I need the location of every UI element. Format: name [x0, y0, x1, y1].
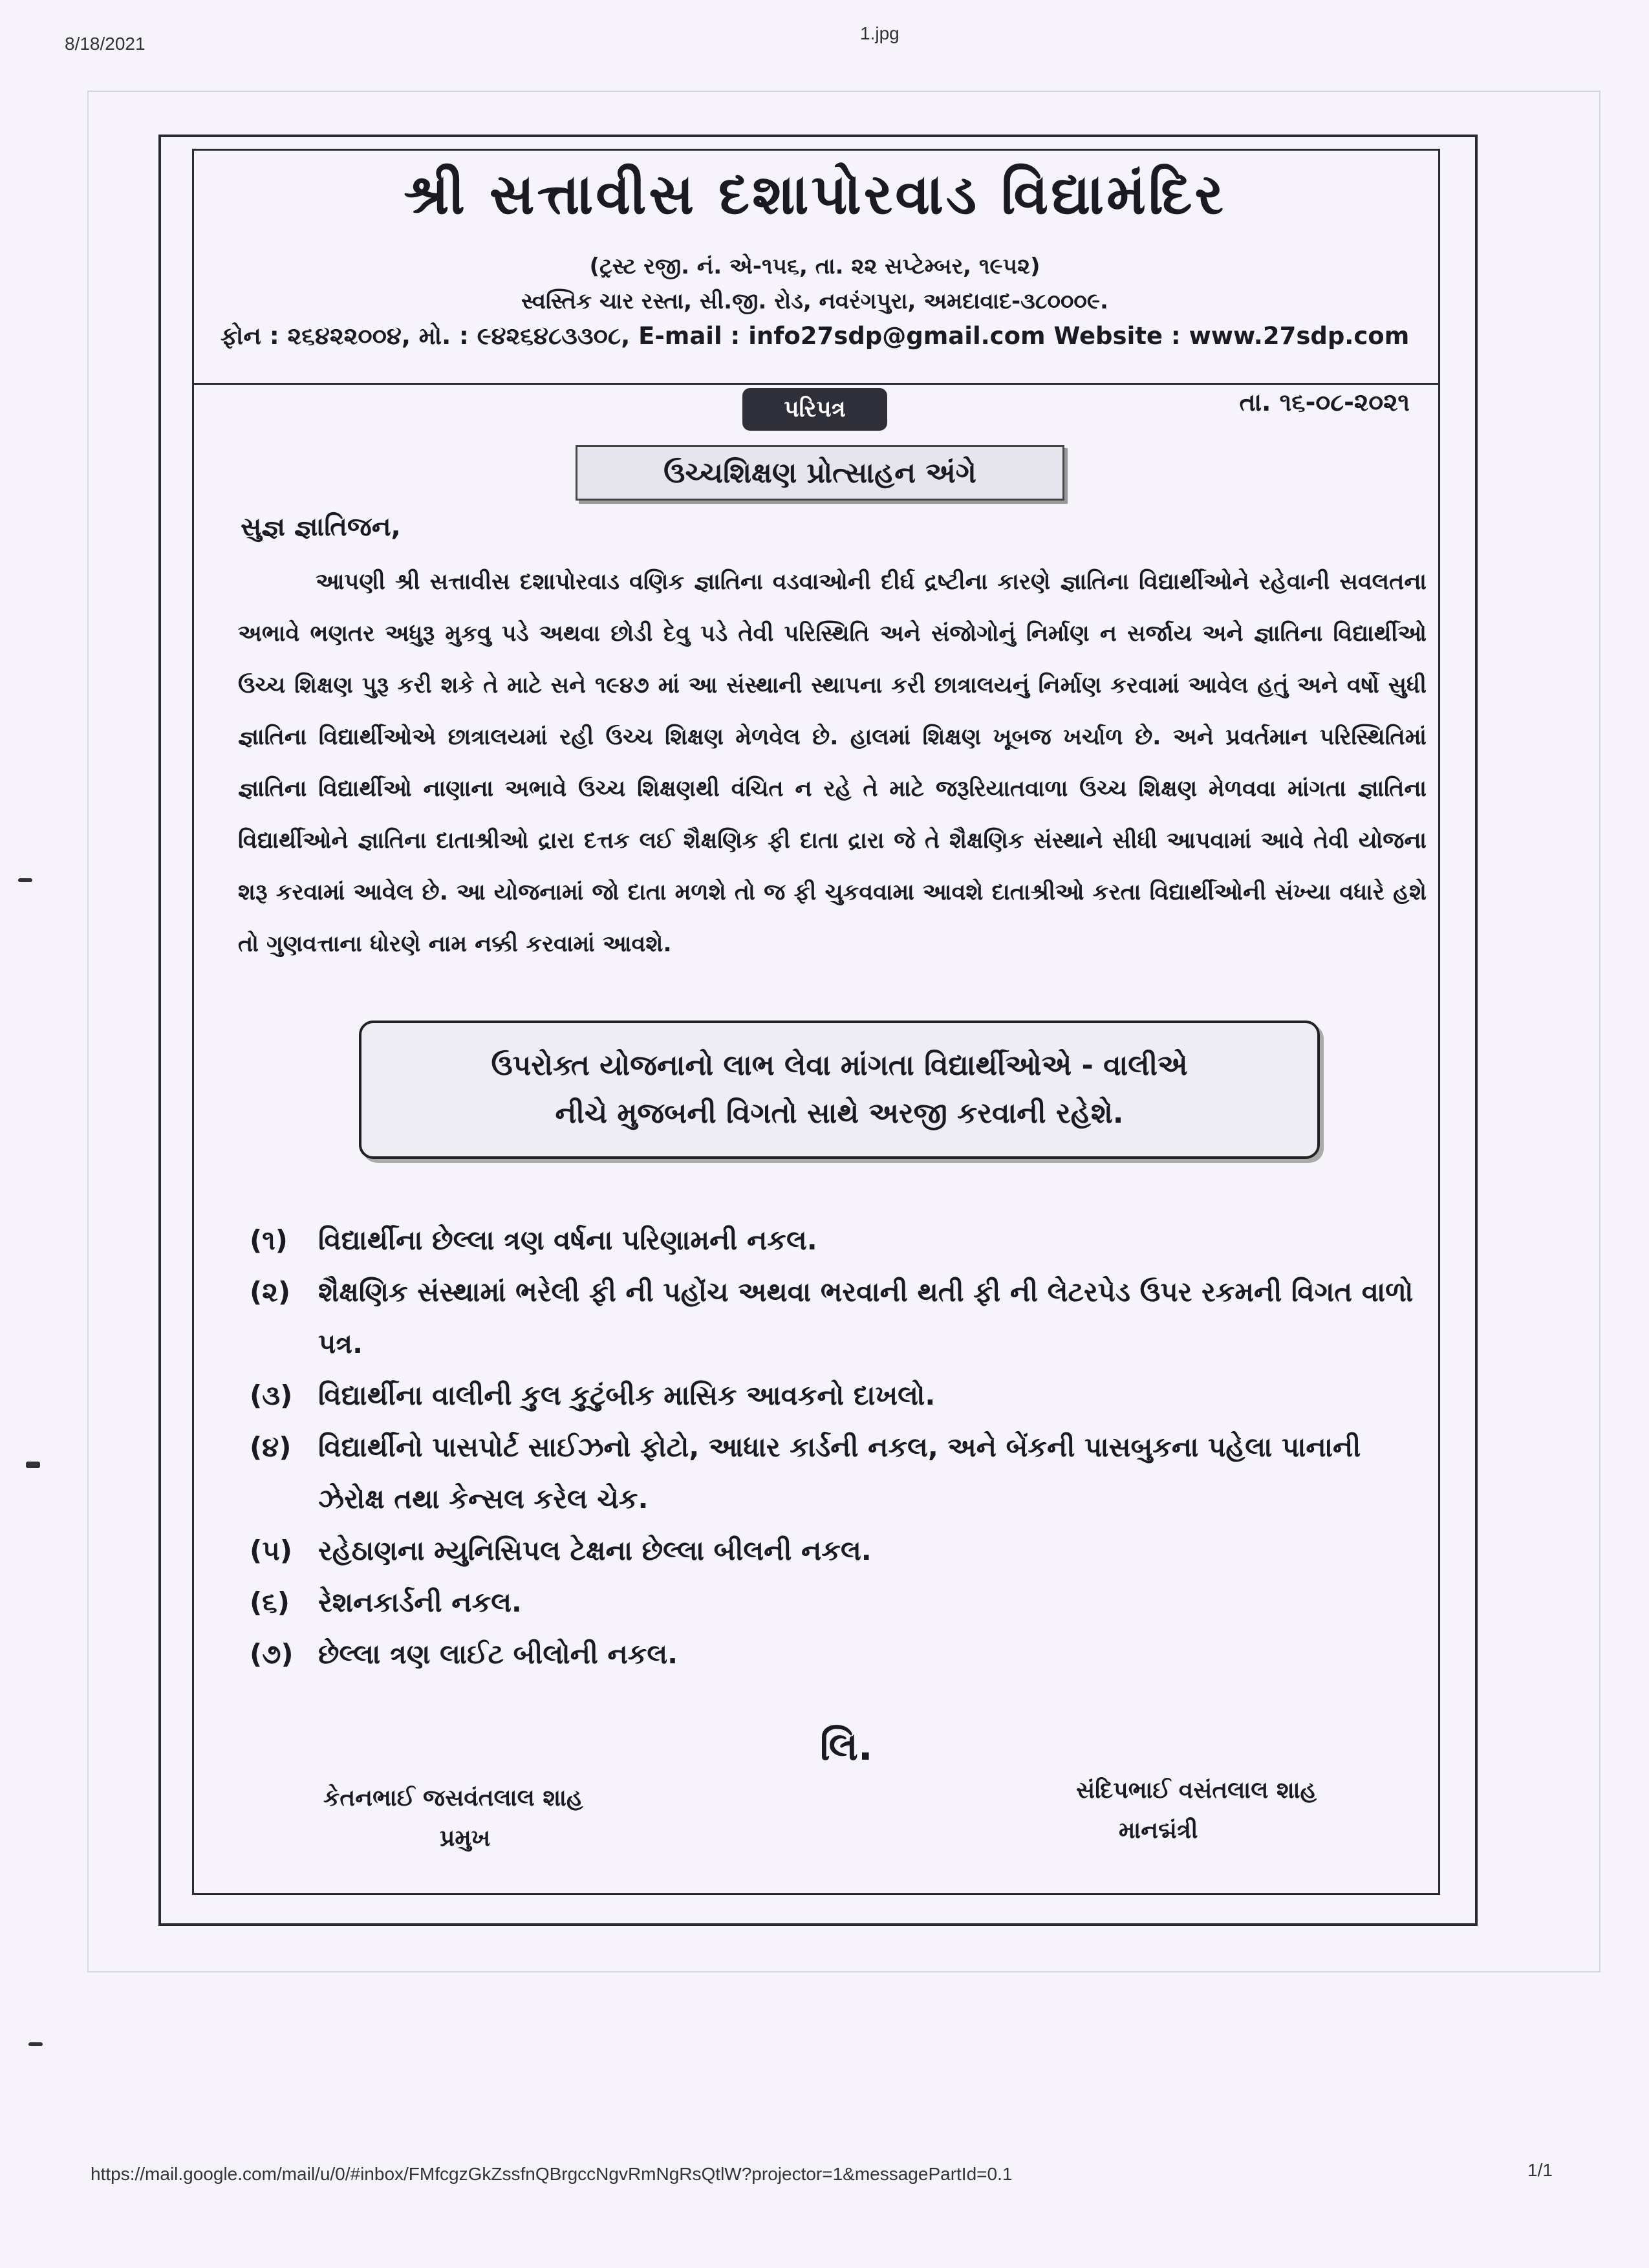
- list-item-text: છેલ્લા ત્રણ લાઈટ બીલોની નકલ.: [318, 1638, 678, 1670]
- margin-mark: [26, 1462, 40, 1468]
- margin-mark: [18, 878, 32, 882]
- contact-info: ફોન : ૨૬૪૨૨૦૦૪, મો. : ૯૪૨૬૪૮૩૩૦૮, E-mail : info27sdp@gmail.com Website : www.27sdp.com: [220, 322, 1410, 350]
- list-item-number: (૩): [250, 1379, 293, 1411]
- list-item-number: (૪): [250, 1431, 292, 1463]
- header-divider: [194, 383, 1439, 385]
- list-item-text: શૈક્ષણિક સંસ્થામાં ભરેલી ફી ની પહોંચ અથવા ભરવાની થતી ફી ની લેટરપેડ ઉપર રકમની વિગત વાળો પત્ર.: [318, 1276, 1414, 1359]
- circular-badge: પરિપત્ર: [742, 388, 887, 431]
- list-item-text: વિદ્યાર્થીના વાલીની કુલ કુટુંબીક માસિક આવકનો દાખલો.: [318, 1379, 936, 1411]
- secretary-name: સંદિપભાઈ વસંતલાલ શાહ: [1076, 1777, 1317, 1804]
- list-item-text: રેશનકાર્ડની નકલ.: [318, 1586, 522, 1618]
- list-item: [250, 1525, 1414, 1577]
- president-name: કેતનભાઈ જસવંતલાલ શાહ: [323, 1785, 583, 1811]
- list-item: [250, 1266, 1414, 1370]
- notice-line-2: નીચે મુજબની વિગતો સાથે અરજી કરવાની રહેશે.: [555, 1097, 1124, 1130]
- list-item-number: (૬): [250, 1586, 290, 1618]
- print-url: https://mail.google.com/mail/u/0/#inbox/FMfcgzGkZssfnQBrgccNgvRmNgRsQtlW?projector=1&messagePartId=0.1: [91, 2164, 1013, 2184]
- requirements-list: [250, 1215, 1414, 1680]
- signoff-word: લિ.: [820, 1724, 873, 1769]
- list-item: [250, 1421, 1414, 1525]
- list-item-text: રહેઠાણના મ્યુનિસિપલ ટેક્ષના છેલ્લા બીલની નકલ.: [318, 1535, 872, 1566]
- list-item-number: (૧): [250, 1224, 288, 1256]
- body-paragraph: આપણી શ્રી સત્તાવીસ દશાપોરવાડ વણિક જ્ઞાતિના વડવાઓની દીર્ઘ દ્રષ્ટીના કારણે જ્ઞાતિના વિદ્યાર્થીઓને રહેવાની સવલતના અભાવે ભણતર અધુરૂ મુકવુ પડે અથવા છોડી દેવુ પડે તેવી પરિસ્થિતિ અને સંજોગોનું નિર્માણ ન સર્જાય અને જ્ઞાતિના વિદ્યાર્થીઓ ઉચ્ચ શિક્ષણ પુરૂ કરી શકે તે માટે સને ૧૯૪૭ માં આ સંસ્થાની સ્થાપના કરી છાત્રાલયનું નિર્માણ કરવામાં આવેલ હતું અને વર્ષો સુધી જ્ઞાતિના વિદ્યાર્થીઓએ છાત્રાલયમાં રહી ઉચ્ચ શિક્ષણ મેળવેલ છે. હાલમાં શિક્ષણ ખૂબજ ખર્ચાળ છે. અને પ્રવર્તમાન પરિસ્થિતિમાં જ્ઞાતિના વિદ્યાર્થીઓ નાણાના અભાવે ઉચ્ચ શિક્ષણથી વંચિત ન રહે તે માટે જરૂરિયાતવાળા ઉચ્ચ શિક્ષણ મેળવવા માંગતા જ્ઞાતિના વિદ્યાર્થીઓને જ્ઞાતિના દાતાશ્રીઓ દ્રારા દત્તક લઈ શૈક્ષણિક ફી દાતા દ્રારા જે તે શૈક્ષણિક સંસ્થાને સીધી આપવામાં આવે તેવી યોજના શરૂ કરવામાં આવેલ છે. આ યોજનામાં જો દાતા મળશે તો જ ફી ચુકવવામા આવશે દાતાશ્રીઓ કરતા વિદ્યાર્થીઓની સંખ્યા વધારે હશે તો ગુણવત્તાના ધોરણે નામ નક્કી કરવામાં આવશે.: [238, 569, 1427, 957]
- circular-date: તા. ૧૬-૦૮-૨૦૨૧: [1239, 388, 1410, 416]
- organization-name: શ્રી સત્તાવીસ દશાપોરવાડ વિદ્યામંદિર: [404, 162, 1226, 227]
- notice-box: [359, 1021, 1320, 1159]
- list-item-text: વિદ્યાર્થીનો પાસપોર્ટ સાઈઝનો ફોટો, આધાર કાર્ડની નકલ, અને બેંકની પાસબુકના પહેલા પાનાની ઝેરોક્ષ તથા કેન્સલ કરેલ ચેક.: [318, 1431, 1361, 1515]
- list-item: [250, 1577, 1414, 1628]
- list-item-number: (૫): [250, 1535, 292, 1566]
- secretary-title: માનદ્મંત્રી: [1119, 1817, 1198, 1844]
- president-title: પ્રમુખ: [440, 1825, 491, 1852]
- list-item-number: (૭): [250, 1638, 294, 1670]
- address: સ્વસ્તિક ચાર રસ્તા, સી.જી. રોડ, નવરંગપુરા, અમદાવાદ-૩૮૦૦૦૯.: [521, 288, 1108, 314]
- salutation: સુજ્ઞ જ્ઞાતિજન,: [241, 512, 401, 542]
- notice-line-1: ઉપરોક્ત યોજનાનો લાભ લેવા માંગતા વિદ્યાર્થીઓએ - વાલીએ: [491, 1049, 1188, 1082]
- print-page-count: 1/1: [1527, 2160, 1553, 2180]
- list-item: [250, 1628, 1414, 1680]
- list-item-number: (૨): [250, 1276, 291, 1308]
- trust-registration: (ટ્રસ્ટ રજી. નં. એ-૧૫૬, તા. ૨૨ સપ્ટેમ્બર, ૧૯૫૨): [589, 254, 1040, 279]
- list-item-text: વિદ્યાર્થીના છેલ્લા ત્રણ વર્ષના પરિણામની નકલ.: [318, 1224, 817, 1256]
- print-date: 8/18/2021: [65, 34, 146, 54]
- list-item: [250, 1215, 1414, 1266]
- margin-mark: [28, 2042, 43, 2046]
- print-filename: 1.jpg: [860, 23, 900, 43]
- subject-heading: ઉચ્ચશિક્ષણ પ્રોત્સાહન અંગે: [576, 445, 1064, 501]
- list-item: [250, 1370, 1414, 1421]
